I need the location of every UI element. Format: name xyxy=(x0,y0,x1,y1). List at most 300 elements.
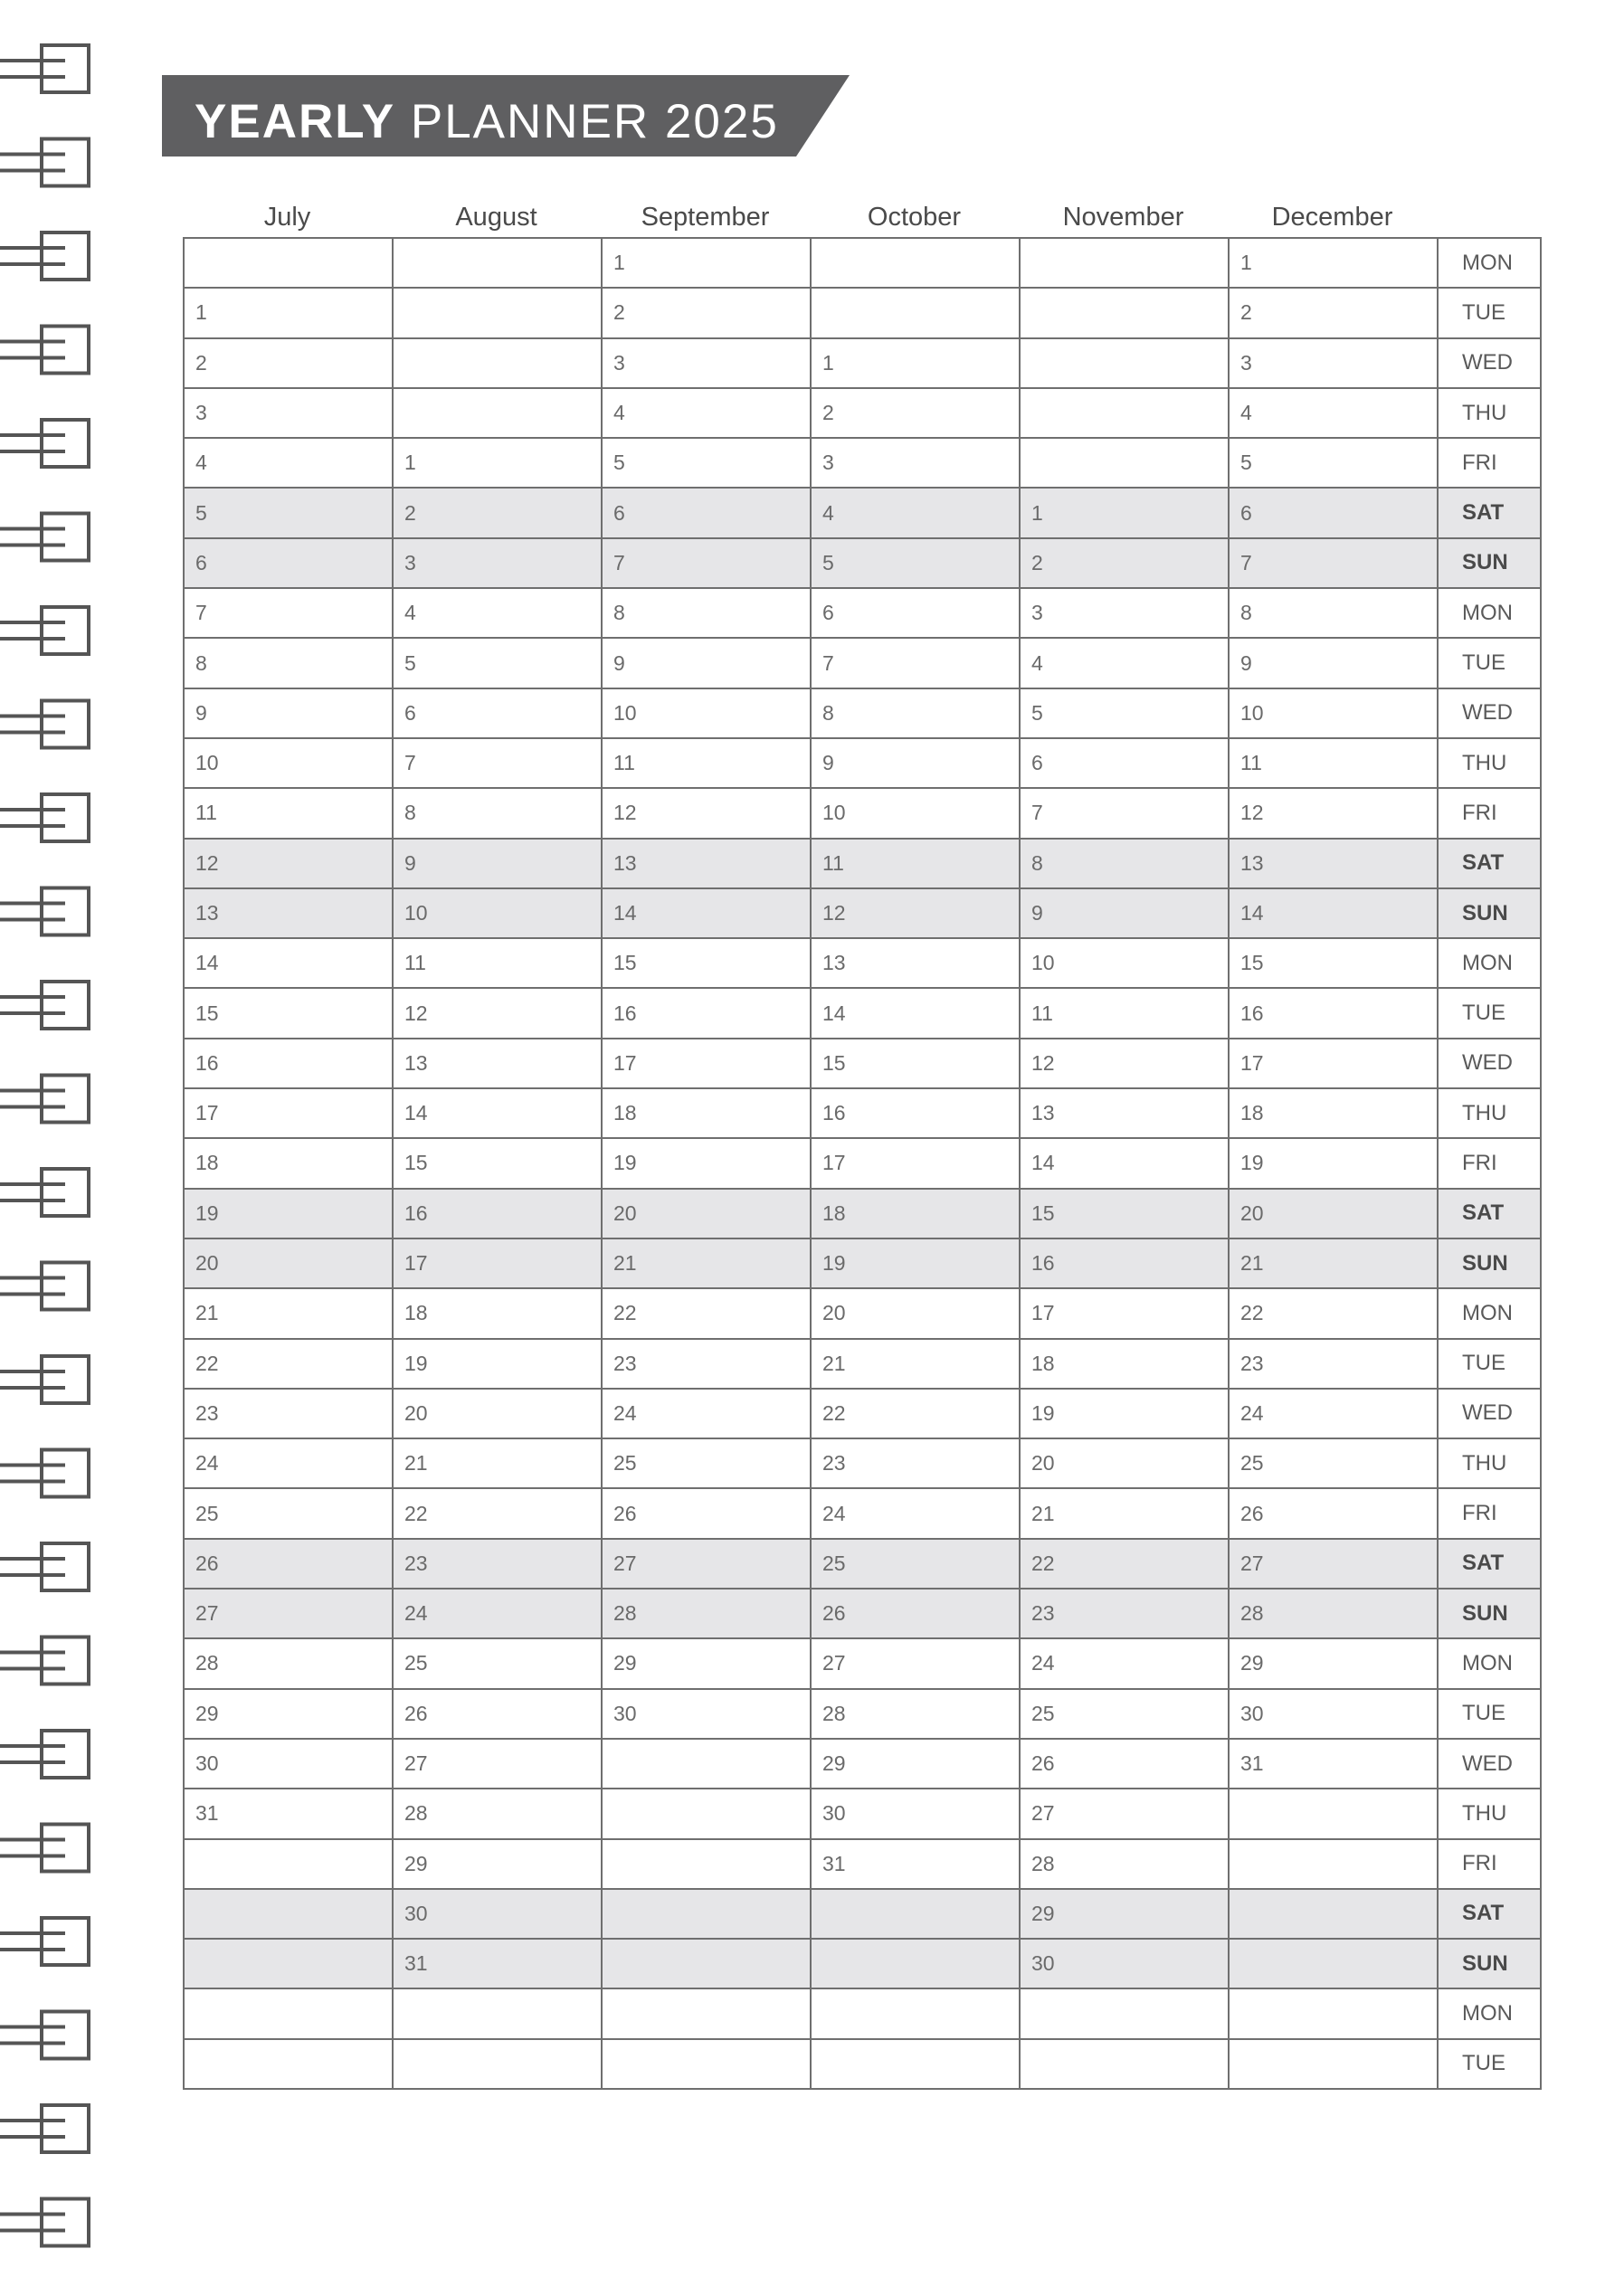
date-cell-august[interactable]: 23 xyxy=(393,1539,602,1589)
date-cell-july[interactable]: 19 xyxy=(184,1189,393,1238)
date-cell-july[interactable]: 5 xyxy=(184,488,393,537)
date-cell-october[interactable]: 26 xyxy=(811,1589,1020,1638)
spiral-ring-icon xyxy=(0,607,89,654)
date-cell-september[interactable]: 5 xyxy=(602,438,811,488)
weekday-label: SAT xyxy=(1438,1889,1541,1939)
planner-row xyxy=(184,1039,1541,1088)
date-cell-september[interactable]: 10 xyxy=(602,688,811,738)
date-cell-november[interactable]: 14 xyxy=(1020,1138,1229,1188)
planner-row xyxy=(184,1339,1541,1389)
weekday-label: SUN xyxy=(1438,888,1541,938)
date-cell-august[interactable]: 12 xyxy=(393,988,602,1038)
date-cell-july[interactable]: 7 xyxy=(184,588,393,638)
date-cell-july[interactable] xyxy=(184,2039,393,2089)
date-cell-december[interactable]: 19 xyxy=(1229,1138,1438,1188)
date-cell-august[interactable]: 25 xyxy=(393,1638,602,1688)
date-cell-september[interactable]: 12 xyxy=(602,788,811,838)
date-cell-november[interactable]: 3 xyxy=(1020,588,1229,638)
date-cell-september[interactable]: 2 xyxy=(602,288,811,337)
month-header-november: November xyxy=(1062,203,1184,232)
date-cell-october[interactable]: 13 xyxy=(811,938,1020,988)
date-cell-november[interactable]: 8 xyxy=(1020,839,1229,888)
date-cell-september[interactable]: 26 xyxy=(602,1488,811,1538)
date-cell-november[interactable]: 10 xyxy=(1020,938,1229,988)
weekday-label: MON xyxy=(1438,238,1541,288)
month-header-december: December xyxy=(1271,203,1393,232)
date-cell-september[interactable]: 25 xyxy=(602,1438,811,1488)
date-cell-october[interactable]: 29 xyxy=(811,1739,1020,1789)
date-cell-september[interactable]: 15 xyxy=(602,938,811,988)
date-cell-december[interactable]: 2 xyxy=(1229,288,1438,337)
weekday-label: SUN xyxy=(1438,538,1541,588)
spiral-ring-icon xyxy=(0,1356,89,1403)
date-cell-august[interactable]: 16 xyxy=(393,1189,602,1238)
weekday-label: TUE xyxy=(1438,288,1541,337)
date-cell-november[interactable]: 7 xyxy=(1020,788,1229,838)
date-cell-august[interactable]: 14 xyxy=(393,1088,602,1138)
date-cell-august[interactable]: 26 xyxy=(393,1689,602,1739)
spiral-ring-icon xyxy=(0,1918,89,1965)
date-cell-august[interactable]: 11 xyxy=(393,938,602,988)
date-cell-november[interactable] xyxy=(1020,238,1229,288)
weekday-label: THU xyxy=(1438,1789,1541,1838)
weekday-label: TUE xyxy=(1438,988,1541,1038)
spiral-ring-icon xyxy=(0,1543,89,1590)
date-cell-october[interactable]: 17 xyxy=(811,1138,1020,1188)
date-cell-july[interactable]: 8 xyxy=(184,638,393,688)
date-cell-september[interactable] xyxy=(602,1889,811,1939)
date-cell-december[interactable]: 13 xyxy=(1229,839,1438,888)
date-cell-october[interactable]: 19 xyxy=(811,1238,1020,1288)
spiral-ring-icon xyxy=(0,514,89,561)
date-cell-september[interactable]: 18 xyxy=(602,1088,811,1138)
planner-row xyxy=(184,1138,1541,1188)
date-cell-december[interactable]: 22 xyxy=(1229,1288,1438,1338)
spiral-ring-icon xyxy=(0,232,89,280)
date-cell-november[interactable]: 12 xyxy=(1020,1039,1229,1088)
date-cell-october[interactable]: 22 xyxy=(811,1389,1020,1438)
date-cell-july[interactable]: 30 xyxy=(184,1739,393,1789)
date-cell-july[interactable]: 2 xyxy=(184,338,393,388)
date-cell-december[interactable] xyxy=(1229,1789,1438,1838)
date-cell-october[interactable]: 12 xyxy=(811,888,1020,938)
date-cell-december[interactable]: 30 xyxy=(1229,1689,1438,1739)
planner-row xyxy=(184,1638,1541,1688)
date-cell-july[interactable]: 6 xyxy=(184,538,393,588)
date-cell-november[interactable] xyxy=(1020,2039,1229,2089)
date-cell-december[interactable]: 25 xyxy=(1229,1438,1438,1488)
date-cell-july[interactable]: 11 xyxy=(184,788,393,838)
date-cell-november[interactable] xyxy=(1020,338,1229,388)
date-cell-december[interactable]: 7 xyxy=(1229,538,1438,588)
planner-row xyxy=(184,938,1541,988)
planner-row xyxy=(184,1488,1541,1538)
weekday-label: TUE xyxy=(1438,2039,1541,2089)
date-cell-july[interactable]: 21 xyxy=(184,1288,393,1338)
date-cell-july[interactable]: 12 xyxy=(184,839,393,888)
weekday-label: FRI xyxy=(1438,788,1541,838)
date-cell-august[interactable]: 27 xyxy=(393,1739,602,1789)
date-cell-august[interactable]: 4 xyxy=(393,588,602,638)
date-cell-november[interactable]: 21 xyxy=(1020,1488,1229,1538)
date-cell-september[interactable]: 27 xyxy=(602,1539,811,1589)
date-cell-december[interactable]: 5 xyxy=(1229,438,1438,488)
planner-row xyxy=(184,588,1541,638)
date-cell-july[interactable]: 20 xyxy=(184,1238,393,1288)
date-cell-october[interactable]: 20 xyxy=(811,1288,1020,1338)
date-cell-september[interactable]: 3 xyxy=(602,338,811,388)
date-cell-october[interactable]: 27 xyxy=(811,1638,1020,1688)
planner-row xyxy=(184,1739,1541,1789)
planner-row xyxy=(184,1389,1541,1438)
date-cell-august[interactable]: 28 xyxy=(393,1789,602,1838)
date-cell-october[interactable]: 4 xyxy=(811,488,1020,537)
planner-row xyxy=(184,1189,1541,1238)
date-cell-november[interactable]: 1 xyxy=(1020,488,1229,537)
date-cell-october[interactable] xyxy=(811,238,1020,288)
date-cell-september[interactable]: 17 xyxy=(602,1039,811,1088)
date-cell-july[interactable]: 25 xyxy=(184,1488,393,1538)
planner-row xyxy=(184,1539,1541,1589)
date-cell-november[interactable] xyxy=(1020,1988,1229,2038)
weekday-label: SUN xyxy=(1438,1939,1541,1988)
date-cell-november[interactable]: 15 xyxy=(1020,1189,1229,1238)
date-cell-october[interactable] xyxy=(811,2039,1020,2089)
date-cell-september[interactable] xyxy=(602,1839,811,1889)
date-cell-august[interactable]: 19 xyxy=(393,1339,602,1389)
date-cell-november[interactable] xyxy=(1020,288,1229,337)
date-cell-august[interactable]: 1 xyxy=(393,438,602,488)
date-cell-november[interactable]: 2 xyxy=(1020,538,1229,588)
page-title-bold: YEARLY xyxy=(195,95,396,148)
date-cell-august[interactable]: 3 xyxy=(393,538,602,588)
date-cell-september[interactable]: 24 xyxy=(602,1389,811,1438)
date-cell-august[interactable]: 20 xyxy=(393,1389,602,1438)
date-cell-august[interactable] xyxy=(393,288,602,337)
date-cell-august[interactable]: 17 xyxy=(393,1238,602,1288)
page-title-rest: PLANNER 2025 xyxy=(410,95,779,148)
planner-row xyxy=(184,888,1541,938)
date-cell-september[interactable]: 4 xyxy=(602,388,811,438)
date-cell-december[interactable]: 1 xyxy=(1229,238,1438,288)
date-cell-november[interactable]: 29 xyxy=(1020,1889,1229,1939)
date-cell-october[interactable]: 25 xyxy=(811,1539,1020,1589)
date-cell-november[interactable]: 5 xyxy=(1020,688,1229,738)
date-cell-december[interactable]: 29 xyxy=(1229,1638,1438,1688)
date-cell-july[interactable]: 1 xyxy=(184,288,393,337)
date-cell-august[interactable]: 29 xyxy=(393,1839,602,1889)
date-cell-november[interactable]: 28 xyxy=(1020,1839,1229,1889)
date-cell-september[interactable]: 21 xyxy=(602,1238,811,1288)
date-cell-july[interactable]: 24 xyxy=(184,1438,393,1488)
date-cell-november[interactable]: 24 xyxy=(1020,1638,1229,1688)
date-cell-november[interactable]: 19 xyxy=(1020,1389,1229,1438)
date-cell-december[interactable]: 3 xyxy=(1229,338,1438,388)
date-cell-december[interactable]: 31 xyxy=(1229,1739,1438,1789)
planner-row xyxy=(184,839,1541,888)
weekday-label: FRI xyxy=(1438,1839,1541,1889)
planner-row xyxy=(184,1238,1541,1288)
planner-row xyxy=(184,1988,1541,2038)
planner-row xyxy=(184,438,1541,488)
date-cell-august[interactable]: 9 xyxy=(393,839,602,888)
date-cell-september[interactable]: 23 xyxy=(602,1339,811,1389)
date-cell-october[interactable]: 9 xyxy=(811,738,1020,788)
date-cell-september[interactable] xyxy=(602,2039,811,2089)
date-cell-september[interactable]: 19 xyxy=(602,1138,811,1188)
planner-row xyxy=(184,1438,1541,1488)
date-cell-july[interactable] xyxy=(184,1939,393,1988)
spiral-ring-icon xyxy=(0,794,89,841)
date-cell-november[interactable]: 25 xyxy=(1020,1689,1229,1739)
weekday-label: WED xyxy=(1438,1039,1541,1088)
weekday-label: WED xyxy=(1438,1739,1541,1789)
date-cell-july[interactable]: 18 xyxy=(184,1138,393,1188)
date-cell-december[interactable]: 27 xyxy=(1229,1539,1438,1589)
date-cell-december[interactable] xyxy=(1229,1839,1438,1889)
date-cell-december[interactable] xyxy=(1229,2039,1438,2089)
date-cell-july[interactable] xyxy=(184,1988,393,2038)
date-cell-august[interactable]: 21 xyxy=(393,1438,602,1488)
date-cell-august[interactable]: 15 xyxy=(393,1138,602,1188)
spiral-ring-icon xyxy=(0,420,89,467)
date-cell-december[interactable]: 15 xyxy=(1229,938,1438,988)
spiral-ring-icon xyxy=(0,327,89,374)
date-cell-october[interactable]: 31 xyxy=(811,1839,1020,1889)
date-cell-october[interactable]: 6 xyxy=(811,588,1020,638)
date-cell-october[interactable]: 18 xyxy=(811,1189,1020,1238)
date-cell-september[interactable] xyxy=(602,1789,811,1838)
date-cell-december[interactable] xyxy=(1229,1988,1438,2038)
date-cell-october[interactable]: 2 xyxy=(811,388,1020,438)
date-cell-december[interactable]: 17 xyxy=(1229,1039,1438,1088)
weekday-label: FRI xyxy=(1438,438,1541,488)
date-cell-december[interactable]: 14 xyxy=(1229,888,1438,938)
date-cell-september[interactable]: 13 xyxy=(602,839,811,888)
date-cell-september[interactable]: 28 xyxy=(602,1589,811,1638)
date-cell-october[interactable]: 28 xyxy=(811,1689,1020,1739)
date-cell-november[interactable]: 16 xyxy=(1020,1238,1229,1288)
date-cell-november[interactable]: 13 xyxy=(1020,1088,1229,1138)
weekday-label: SUN xyxy=(1438,1589,1541,1638)
date-cell-october[interactable] xyxy=(811,1988,1020,2038)
date-cell-october[interactable]: 14 xyxy=(811,988,1020,1038)
date-cell-november[interactable]: 20 xyxy=(1020,1438,1229,1488)
spiral-ring-icon xyxy=(0,1637,89,1684)
date-cell-november[interactable] xyxy=(1020,438,1229,488)
date-cell-july[interactable]: 23 xyxy=(184,1389,393,1438)
date-cell-september[interactable]: 8 xyxy=(602,588,811,638)
date-cell-july[interactable]: 26 xyxy=(184,1539,393,1589)
date-cell-october[interactable]: 16 xyxy=(811,1088,1020,1138)
date-cell-september[interactable] xyxy=(602,1739,811,1789)
date-cell-october[interactable]: 24 xyxy=(811,1488,1020,1538)
date-cell-july[interactable]: 3 xyxy=(184,388,393,438)
month-headers xyxy=(183,195,1437,239)
date-cell-october[interactable]: 7 xyxy=(811,638,1020,688)
date-cell-august[interactable] xyxy=(393,238,602,288)
date-cell-july[interactable]: 27 xyxy=(184,1589,393,1638)
date-cell-august[interactable]: 13 xyxy=(393,1039,602,1088)
spiral-ring-icon xyxy=(0,1450,89,1497)
date-cell-july[interactable]: 31 xyxy=(184,1789,393,1838)
date-cell-october[interactable]: 10 xyxy=(811,788,1020,838)
date-cell-august[interactable]: 24 xyxy=(393,1589,602,1638)
planner-row xyxy=(184,1589,1541,1638)
weekday-label: THU xyxy=(1438,388,1541,438)
weekday-label: MON xyxy=(1438,938,1541,988)
date-cell-september[interactable]: 6 xyxy=(602,488,811,537)
date-cell-july[interactable]: 16 xyxy=(184,1039,393,1088)
weekday-label: MON xyxy=(1438,588,1541,638)
date-cell-october[interactable] xyxy=(811,288,1020,337)
planner-row xyxy=(184,1789,1541,1838)
date-cell-july[interactable]: 4 xyxy=(184,438,393,488)
date-cell-september[interactable]: 22 xyxy=(602,1288,811,1338)
date-cell-october[interactable] xyxy=(811,1889,1020,1939)
date-cell-july[interactable]: 29 xyxy=(184,1689,393,1739)
date-cell-october[interactable]: 23 xyxy=(811,1438,1020,1488)
spiral-ring-icon xyxy=(0,888,89,935)
date-cell-october[interactable]: 11 xyxy=(811,839,1020,888)
date-cell-december[interactable] xyxy=(1229,1939,1438,1988)
date-cell-july[interactable]: 14 xyxy=(184,938,393,988)
planner-row xyxy=(184,688,1541,738)
spiral-ring-icon xyxy=(0,1263,89,1310)
date-cell-august[interactable]: 10 xyxy=(393,888,602,938)
date-cell-december[interactable]: 24 xyxy=(1229,1389,1438,1438)
date-cell-december[interactable]: 20 xyxy=(1229,1189,1438,1238)
planner-row xyxy=(184,638,1541,688)
date-cell-november[interactable]: 18 xyxy=(1020,1339,1229,1389)
date-cell-july[interactable]: 15 xyxy=(184,988,393,1038)
planner-row xyxy=(184,738,1541,788)
date-cell-october[interactable]: 21 xyxy=(811,1339,1020,1389)
weekday-label: WED xyxy=(1438,688,1541,738)
date-cell-december[interactable]: 26 xyxy=(1229,1488,1438,1538)
date-cell-august[interactable]: 31 xyxy=(393,1939,602,1988)
date-cell-november[interactable]: 11 xyxy=(1020,988,1229,1038)
weekday-label: SAT xyxy=(1438,488,1541,537)
date-cell-september[interactable]: 29 xyxy=(602,1638,811,1688)
planner-row xyxy=(184,1839,1541,1889)
date-cell-december[interactable]: 28 xyxy=(1229,1589,1438,1638)
weekday-label: MON xyxy=(1438,1288,1541,1338)
date-cell-september[interactable]: 1 xyxy=(602,238,811,288)
date-cell-july[interactable]: 22 xyxy=(184,1339,393,1389)
date-cell-july[interactable]: 17 xyxy=(184,1088,393,1138)
date-cell-august[interactable]: 30 xyxy=(393,1889,602,1939)
date-cell-november[interactable]: 30 xyxy=(1020,1939,1229,1988)
date-cell-december[interactable] xyxy=(1229,1889,1438,1939)
date-cell-november[interactable]: 6 xyxy=(1020,738,1229,788)
planner-row xyxy=(184,1689,1541,1739)
date-cell-november[interactable] xyxy=(1020,388,1229,438)
spiral-ring-icon xyxy=(0,1169,89,1216)
date-cell-september[interactable]: 9 xyxy=(602,638,811,688)
month-header-july: July xyxy=(263,203,311,232)
date-cell-december[interactable]: 9 xyxy=(1229,638,1438,688)
page-title xyxy=(195,87,779,157)
date-cell-november[interactable]: 23 xyxy=(1020,1589,1229,1638)
weekday-label: TUE xyxy=(1438,638,1541,688)
spiral-ring-icon xyxy=(0,982,89,1029)
planner-row xyxy=(184,288,1541,337)
date-cell-august[interactable]: 5 xyxy=(393,638,602,688)
month-header-september: September xyxy=(641,203,770,232)
date-cell-july[interactable] xyxy=(184,238,393,288)
date-cell-december[interactable]: 8 xyxy=(1229,588,1438,638)
date-cell-august[interactable] xyxy=(393,1988,602,2038)
weekday-label: MON xyxy=(1438,1988,1541,2038)
date-cell-december[interactable]: 6 xyxy=(1229,488,1438,537)
date-cell-december[interactable]: 4 xyxy=(1229,388,1438,438)
date-cell-august[interactable]: 6 xyxy=(393,688,602,738)
date-cell-october[interactable]: 15 xyxy=(811,1039,1020,1088)
date-cell-august[interactable]: 7 xyxy=(393,738,602,788)
date-cell-august[interactable]: 22 xyxy=(393,1488,602,1538)
date-cell-october[interactable]: 1 xyxy=(811,338,1020,388)
date-cell-november[interactable]: 27 xyxy=(1020,1789,1229,1838)
date-cell-august[interactable]: 8 xyxy=(393,788,602,838)
date-cell-july[interactable] xyxy=(184,1839,393,1889)
date-cell-september[interactable] xyxy=(602,1939,811,1988)
weekday-label: WED xyxy=(1438,1389,1541,1438)
date-cell-november[interactable]: 17 xyxy=(1020,1288,1229,1338)
date-cell-september[interactable] xyxy=(602,1988,811,2038)
date-cell-november[interactable]: 26 xyxy=(1020,1739,1229,1789)
date-cell-september[interactable]: 11 xyxy=(602,738,811,788)
date-cell-july[interactable] xyxy=(184,1889,393,1939)
date-cell-october[interactable]: 30 xyxy=(811,1789,1020,1838)
spiral-ring-icon xyxy=(0,45,89,92)
planner-row xyxy=(184,1288,1541,1338)
date-cell-october[interactable]: 8 xyxy=(811,688,1020,738)
date-cell-october[interactable] xyxy=(811,1939,1020,1988)
date-cell-december[interactable]: 11 xyxy=(1229,738,1438,788)
date-cell-december[interactable]: 10 xyxy=(1229,688,1438,738)
date-cell-august[interactable]: 18 xyxy=(393,1288,602,1338)
date-cell-july[interactable]: 28 xyxy=(184,1638,393,1688)
date-cell-september[interactable]: 7 xyxy=(602,538,811,588)
date-cell-august[interactable] xyxy=(393,2039,602,2089)
date-cell-august[interactable] xyxy=(393,388,602,438)
date-cell-august[interactable]: 2 xyxy=(393,488,602,537)
date-cell-november[interactable]: 9 xyxy=(1020,888,1229,938)
date-cell-july[interactable]: 10 xyxy=(184,738,393,788)
date-cell-december[interactable]: 12 xyxy=(1229,788,1438,838)
date-cell-november[interactable]: 22 xyxy=(1020,1539,1229,1589)
planner-row xyxy=(184,238,1541,288)
date-cell-september[interactable]: 30 xyxy=(602,1689,811,1739)
date-cell-september[interactable]: 20 xyxy=(602,1189,811,1238)
planner-row xyxy=(184,388,1541,438)
date-cell-december[interactable]: 16 xyxy=(1229,988,1438,1038)
date-cell-august[interactable] xyxy=(393,338,602,388)
date-cell-december[interactable]: 23 xyxy=(1229,1339,1438,1389)
date-cell-september[interactable]: 14 xyxy=(602,888,811,938)
date-cell-november[interactable]: 4 xyxy=(1020,638,1229,688)
date-cell-october[interactable]: 3 xyxy=(811,438,1020,488)
planner-row xyxy=(184,788,1541,838)
date-cell-december[interactable]: 18 xyxy=(1229,1088,1438,1138)
date-cell-july[interactable]: 9 xyxy=(184,688,393,738)
date-cell-july[interactable]: 13 xyxy=(184,888,393,938)
date-cell-december[interactable]: 21 xyxy=(1229,1238,1438,1288)
spiral-ring-icon xyxy=(0,2012,89,2059)
date-cell-october[interactable]: 5 xyxy=(811,538,1020,588)
date-cell-september[interactable]: 16 xyxy=(602,988,811,1038)
